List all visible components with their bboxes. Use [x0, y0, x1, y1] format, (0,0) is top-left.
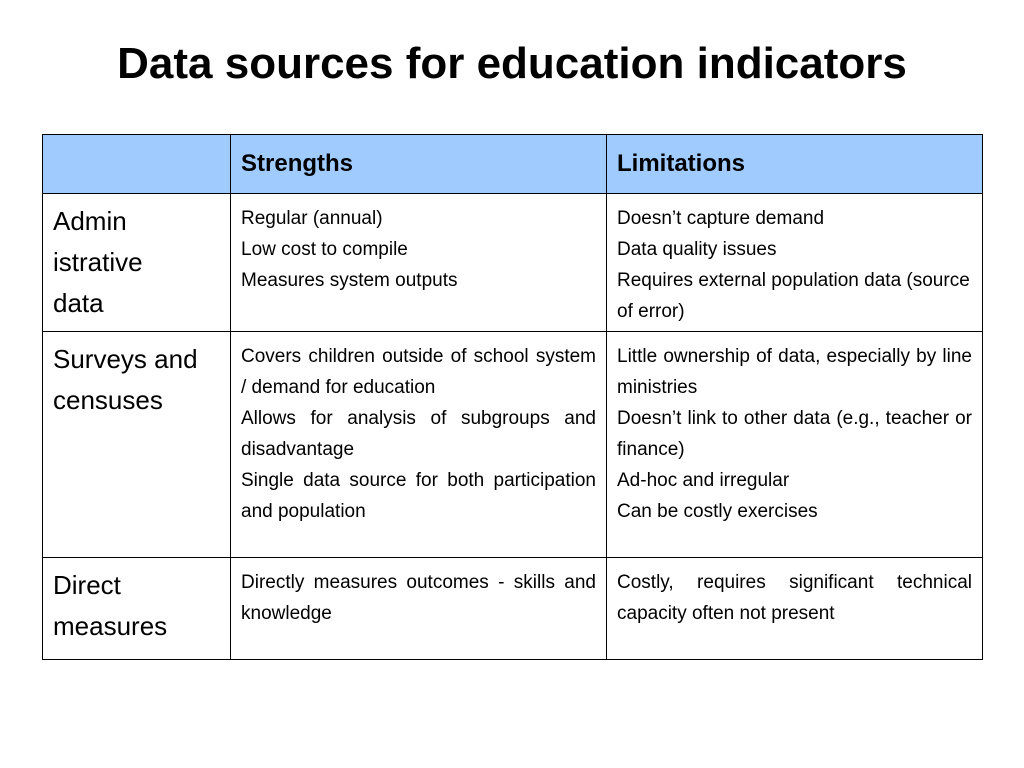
row-label-line: istrative — [53, 247, 143, 277]
row-label-line: Direct — [53, 570, 121, 600]
limitations-cell — [607, 332, 983, 558]
row-label-cell — [43, 558, 231, 660]
row-label-line: Surveys and — [53, 344, 198, 374]
row-label-line: data — [53, 288, 104, 318]
header-cell-strengths: Strengths — [231, 135, 607, 194]
strengths-cell — [231, 558, 607, 660]
limitation-item: Little ownership of data, especially by line ministries — [617, 346, 972, 398]
strengths-cell — [231, 194, 607, 332]
limitation-item: Data quality issues — [617, 239, 777, 260]
strength-item: Low cost to compile — [241, 239, 408, 260]
header-row — [43, 135, 983, 194]
strength-item: Directly measures outcomes - skills and knowledge — [241, 572, 596, 624]
row-label-cell — [43, 194, 231, 332]
header-cell-limitations: Limitations — [607, 135, 983, 194]
table-row-surveys-and-censuses — [43, 332, 983, 558]
header-cell-empty — [43, 135, 231, 194]
row-label-line: censuses — [53, 385, 163, 415]
limitations-cell — [607, 558, 983, 660]
row-label-line: Admin — [53, 206, 127, 236]
limitation-item: Doesn’t capture demand — [617, 208, 825, 229]
limitation-item: Can be costly exercises — [617, 501, 818, 522]
strength-item: Allows for analysis of subgroups and disadvantage — [241, 408, 596, 460]
table-row-administrative-data — [43, 194, 983, 332]
limitations-cell — [607, 194, 983, 332]
strength-item: Regular (annual) — [241, 208, 383, 229]
table-row-direct-measures — [43, 558, 983, 660]
strength-item: Covers children outside of school system / demand for education — [241, 346, 596, 398]
limitation-item: Costly, requires significant technical capacity often not present — [617, 572, 972, 624]
limitation-item: Ad-hoc and irregular — [617, 470, 790, 491]
comparison-table — [42, 134, 983, 660]
row-label-cell — [43, 332, 231, 558]
limitation-item: Doesn’t link to other data (e.g., teacher or finance) — [617, 408, 972, 460]
row-label-line: measures — [53, 611, 168, 641]
strength-item: Single data source for both participation and population — [241, 470, 596, 522]
limitation-item: Requires external population data (source of error) — [617, 270, 970, 322]
strength-item: Measures system outputs — [241, 270, 458, 291]
strengths-cell — [231, 332, 607, 558]
slide-title: Data sources for education indicators — [117, 39, 907, 88]
